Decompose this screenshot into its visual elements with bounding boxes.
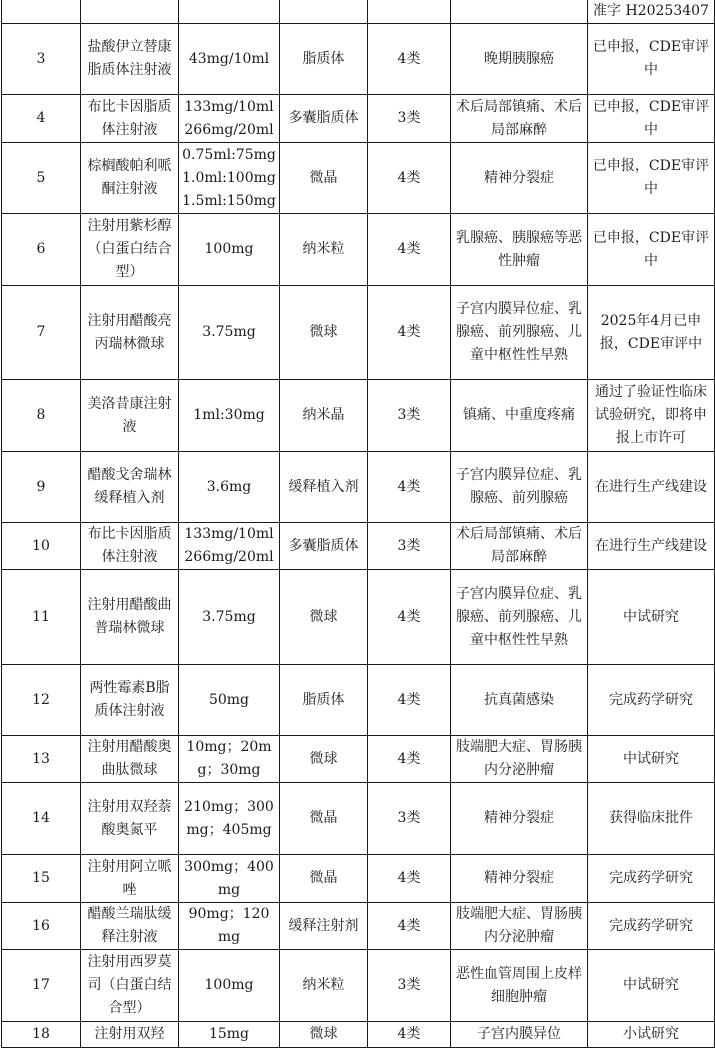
cell-no: 17 <box>2 950 81 1022</box>
table-row <box>2 783 715 855</box>
cell-indication: 子宫内膜异位症、乳腺癌、前列腺癌 <box>451 452 588 523</box>
cell-category: 4类 <box>368 665 451 736</box>
cell-dosage-form: 微晶 <box>280 143 368 214</box>
cell-indication <box>451 0 588 24</box>
cell-name: 棕榈酸帕利哌酮注射液 <box>81 143 179 214</box>
table-row <box>2 143 715 214</box>
table-row <box>2 286 715 380</box>
cell-status: 中试研究 <box>588 736 715 783</box>
cell-category: 3类 <box>368 783 451 855</box>
cell-status: 已申报，CDE审评中 <box>588 24 715 95</box>
table-row <box>2 570 715 665</box>
cell-indication: 子宫内膜异位症、乳腺癌、前列腺癌、儿童中枢性性早熟 <box>451 570 588 665</box>
cell-category <box>368 0 451 24</box>
cell-dosage-form: 微晶 <box>280 855 368 903</box>
cell-dosage-form: 纳米粒 <box>280 214 368 286</box>
cell-name: 盐酸伊立替康脂质体注射液 <box>81 24 179 95</box>
cell-category: 3类 <box>368 95 451 143</box>
cell-no <box>2 0 81 24</box>
table-row <box>2 736 715 783</box>
cell-spec: 100mg <box>179 214 280 286</box>
cell-name: 布比卡因脂质体注射液 <box>81 523 179 570</box>
table-row <box>2 452 715 523</box>
cell-indication: 抗真菌感染 <box>451 665 588 736</box>
cell-no: 6 <box>2 214 81 286</box>
cell-dosage-form: 脂质体 <box>280 665 368 736</box>
cell-category: 4类 <box>368 855 451 903</box>
cell-dosage-form: 微球 <box>280 570 368 665</box>
cell-spec: 90mg；120mg <box>179 903 280 950</box>
cell-indication: 精神分裂症 <box>451 855 588 903</box>
cell-status: 中试研究 <box>588 570 715 665</box>
cell-name: 注射用醋酸亮丙瑞林微球 <box>81 286 179 380</box>
cell-category: 3类 <box>368 523 451 570</box>
cell-no: 3 <box>2 24 81 95</box>
cell-dosage-form: 微球 <box>280 736 368 783</box>
cell-no: 13 <box>2 736 81 783</box>
cell-dosage-form: 缓释植入剂 <box>280 452 368 523</box>
cell-spec: 1ml:30mg <box>179 380 280 452</box>
table-row <box>2 1022 715 1048</box>
cell-status: 完成药学研究 <box>588 903 715 950</box>
cell-status: 中试研究 <box>588 950 715 1022</box>
cell-status: 通过了验证性临床试验研究，即将申报上市许可 <box>588 380 715 452</box>
cell-no: 10 <box>2 523 81 570</box>
cell-no: 4 <box>2 95 81 143</box>
cell-name: 两性霉素B脂质体注射液 <box>81 665 179 736</box>
cell-spec: 3.75mg <box>179 286 280 380</box>
table-row <box>2 24 715 95</box>
cell-status: 已申报，CDE审评中 <box>588 95 715 143</box>
cell-spec: 300mg；400mg <box>179 855 280 903</box>
cell-dosage-form: 多囊脂质体 <box>280 95 368 143</box>
cell-indication: 子宫内膜异位 <box>451 1022 588 1048</box>
cell-spec: 0.75ml:75mg 1.0ml:100mg 1.5ml:150mg <box>179 143 280 214</box>
cell-indication: 术后局部镇痛、术后局部麻醉 <box>451 523 588 570</box>
cell-spec: 10mg；20mg；30mg <box>179 736 280 783</box>
table-row <box>2 523 715 570</box>
cell-indication: 精神分裂症 <box>451 143 588 214</box>
cell-status: 2025年4月已申报，CDE审评中 <box>588 286 715 380</box>
cell-no: 5 <box>2 143 81 214</box>
cell-name: 注射用西罗莫司（白蛋白结合型） <box>81 950 179 1022</box>
cell-status: 在进行生产线建设 <box>588 452 715 523</box>
cell-no: 7 <box>2 286 81 380</box>
cell-name: 注射用醋酸曲普瑞林微球 <box>81 570 179 665</box>
cell-dosage-form: 微球 <box>280 286 368 380</box>
cell-name: 注射用双羟 <box>81 1022 179 1048</box>
cell-no: 14 <box>2 783 81 855</box>
cell-spec: 43mg/10ml <box>179 24 280 95</box>
cell-no: 18 <box>2 1022 81 1048</box>
cell-name: 醋酸戈舍瑞林缓释植入剂 <box>81 452 179 523</box>
cell-name: 注射用醋酸奥曲肽微球 <box>81 736 179 783</box>
cell-indication: 肢端肥大症、胃肠胰内分泌肿瘤 <box>451 736 588 783</box>
cell-name: 布比卡因脂质体注射液 <box>81 95 179 143</box>
table-row <box>2 950 715 1022</box>
cell-spec: 133mg/10ml 266mg/20ml <box>179 523 280 570</box>
cell-no: 9 <box>2 452 81 523</box>
cell-no: 8 <box>2 380 81 452</box>
cell-dosage-form: 微晶 <box>280 783 368 855</box>
cell-indication: 镇痛、中重度疼痛 <box>451 380 588 452</box>
cell-indication: 子宫内膜异位症、乳腺癌、前列腺癌、儿童中枢性性早熟 <box>451 286 588 380</box>
table-row <box>2 0 715 24</box>
drug-pipeline-table <box>1 0 715 1048</box>
cell-spec: 210mg；300mg；405mg <box>179 783 280 855</box>
cell-status: 完成药学研究 <box>588 665 715 736</box>
cell-no: 15 <box>2 855 81 903</box>
cell-name: 美洛昔康注射液 <box>81 380 179 452</box>
cell-spec: 50mg <box>179 665 280 736</box>
cell-name <box>81 0 179 24</box>
cell-status: 获得临床批件 <box>588 783 715 855</box>
cell-spec: 3.75mg <box>179 570 280 665</box>
cell-no: 11 <box>2 570 81 665</box>
cell-category: 4类 <box>368 214 451 286</box>
table-row <box>2 903 715 950</box>
cell-spec <box>179 0 280 24</box>
cell-category: 4类 <box>368 570 451 665</box>
cell-category: 4类 <box>368 24 451 95</box>
cell-no: 12 <box>2 665 81 736</box>
table-row <box>2 380 715 452</box>
cell-category: 4类 <box>368 286 451 380</box>
cell-category: 4类 <box>368 736 451 783</box>
cell-status: 完成药学研究 <box>588 855 715 903</box>
cell-category: 4类 <box>368 1022 451 1048</box>
cell-dosage-form: 纳米晶 <box>280 380 368 452</box>
cell-dosage-form: 脂质体 <box>280 24 368 95</box>
cell-indication: 恶性血管周围上皮样细胞肿瘤 <box>451 950 588 1022</box>
cell-dosage-form: 微球 <box>280 1022 368 1048</box>
cell-spec: 100mg <box>179 950 280 1022</box>
cell-name: 注射用双羟萘酸奥氮平 <box>81 783 179 855</box>
cell-status: 已申报，CDE审评中 <box>588 143 715 214</box>
cell-spec: 15mg <box>179 1022 280 1048</box>
cell-name: 醋酸兰瑞肽缓释注射液 <box>81 903 179 950</box>
table-row <box>2 95 715 143</box>
cell-indication: 晚期胰腺癌 <box>451 24 588 95</box>
cell-status: 准字 H20253407 <box>588 0 715 24</box>
cell-indication: 肢端肥大症、胃肠胰内分泌肿瘤 <box>451 903 588 950</box>
cell-spec: 3.6mg <box>179 452 280 523</box>
cell-name: 注射用紫杉醇（白蛋白结合型） <box>81 214 179 286</box>
table-row <box>2 665 715 736</box>
cell-name: 注射用阿立哌唑 <box>81 855 179 903</box>
cell-no: 16 <box>2 903 81 950</box>
cell-status: 小试研究 <box>588 1022 715 1048</box>
cell-dosage-form: 缓释注射剂 <box>280 903 368 950</box>
cell-indication: 精神分裂症 <box>451 783 588 855</box>
cell-category: 4类 <box>368 143 451 214</box>
table-row <box>2 214 715 286</box>
cell-indication: 术后局部镇痛、术后局部麻醉 <box>451 95 588 143</box>
cell-category: 4类 <box>368 903 451 950</box>
cell-category: 3类 <box>368 950 451 1022</box>
cell-indication: 乳腺癌、胰腺癌等恶性肿瘤 <box>451 214 588 286</box>
cell-spec: 133mg/10ml 266mg/20ml <box>179 95 280 143</box>
cell-status: 已申报，CDE审评中 <box>588 214 715 286</box>
cell-status: 在进行生产线建设 <box>588 523 715 570</box>
cell-dosage-form <box>280 0 368 24</box>
cell-dosage-form: 纳米粒 <box>280 950 368 1022</box>
cell-category: 3类 <box>368 380 451 452</box>
table-row <box>2 855 715 903</box>
cell-dosage-form: 多囊脂质体 <box>280 523 368 570</box>
cell-category: 4类 <box>368 452 451 523</box>
